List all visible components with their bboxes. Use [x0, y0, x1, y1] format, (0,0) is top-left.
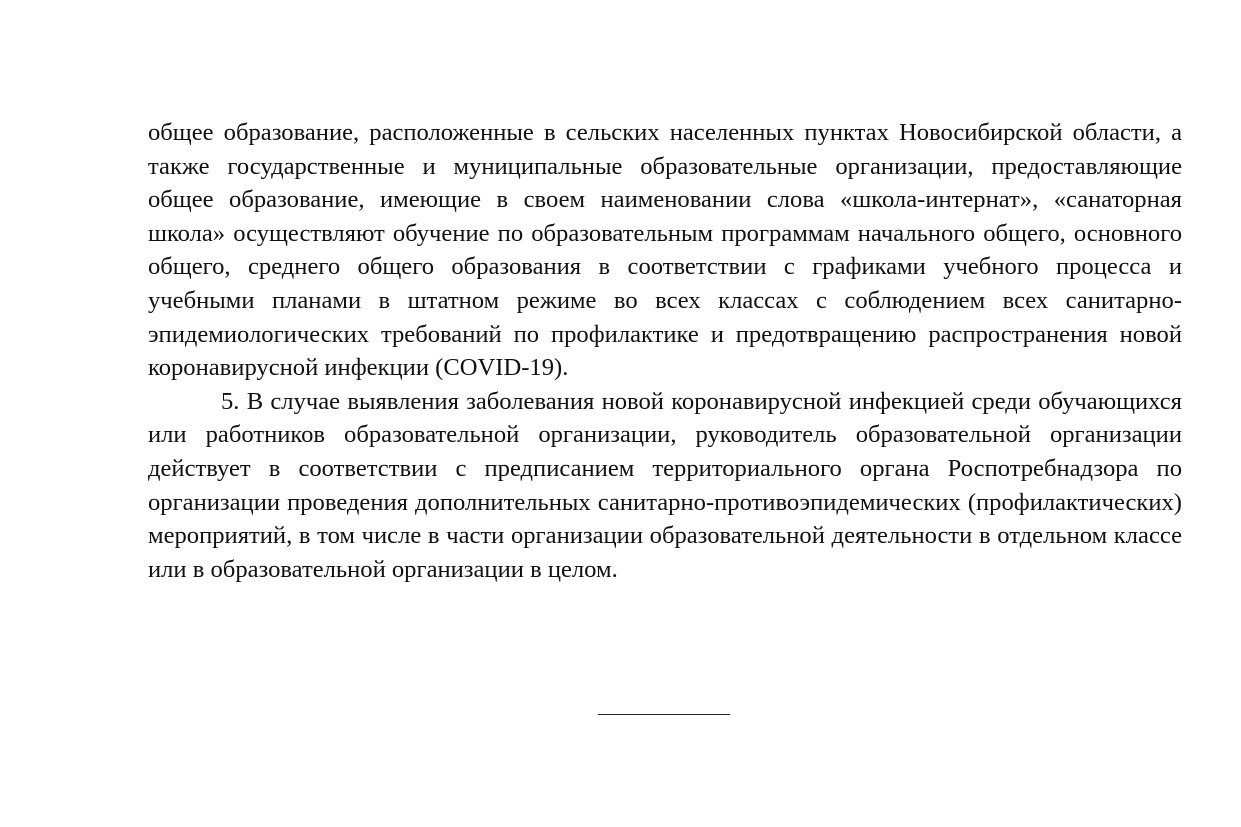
end-separator-line [598, 714, 730, 715]
paragraph-continuation: общее образование, расположенные в сельских населенных пунктах Новосибирской области, а также государственные и муниципальные образовательные организации, предоставляющие общее образование, имеющие в своем наименовании слова «школа-интернат», «санаторная школа» осуществляют обучение по образовательным программам начального общего, основного общего, среднего общего образования в соответствии с графиками учебного процесса и учебными планами в штатном режиме во всех классах с соблюдением всех санитарно-эпидемиологических требований по профилактике и предотвращению распространения новой коронавирусной инфекции (COVID-19). [148, 119, 1182, 382]
document-body [148, 116, 1182, 586]
paragraph-5: 5. В случае выявления заболевания новой коронавирусной инфекцией среди обучающихся или работников образовательной организации, руководитель образовательной организации действует в соответствии с предписанием территориального органа Роспотребнадзора по организации проведения дополнительных санитарно-противоэпидемических (профилактических) мероприятий, в том числе в части организации образовательной деятельности в отдельном классе или в образовательной организации в целом. [148, 387, 1182, 583]
